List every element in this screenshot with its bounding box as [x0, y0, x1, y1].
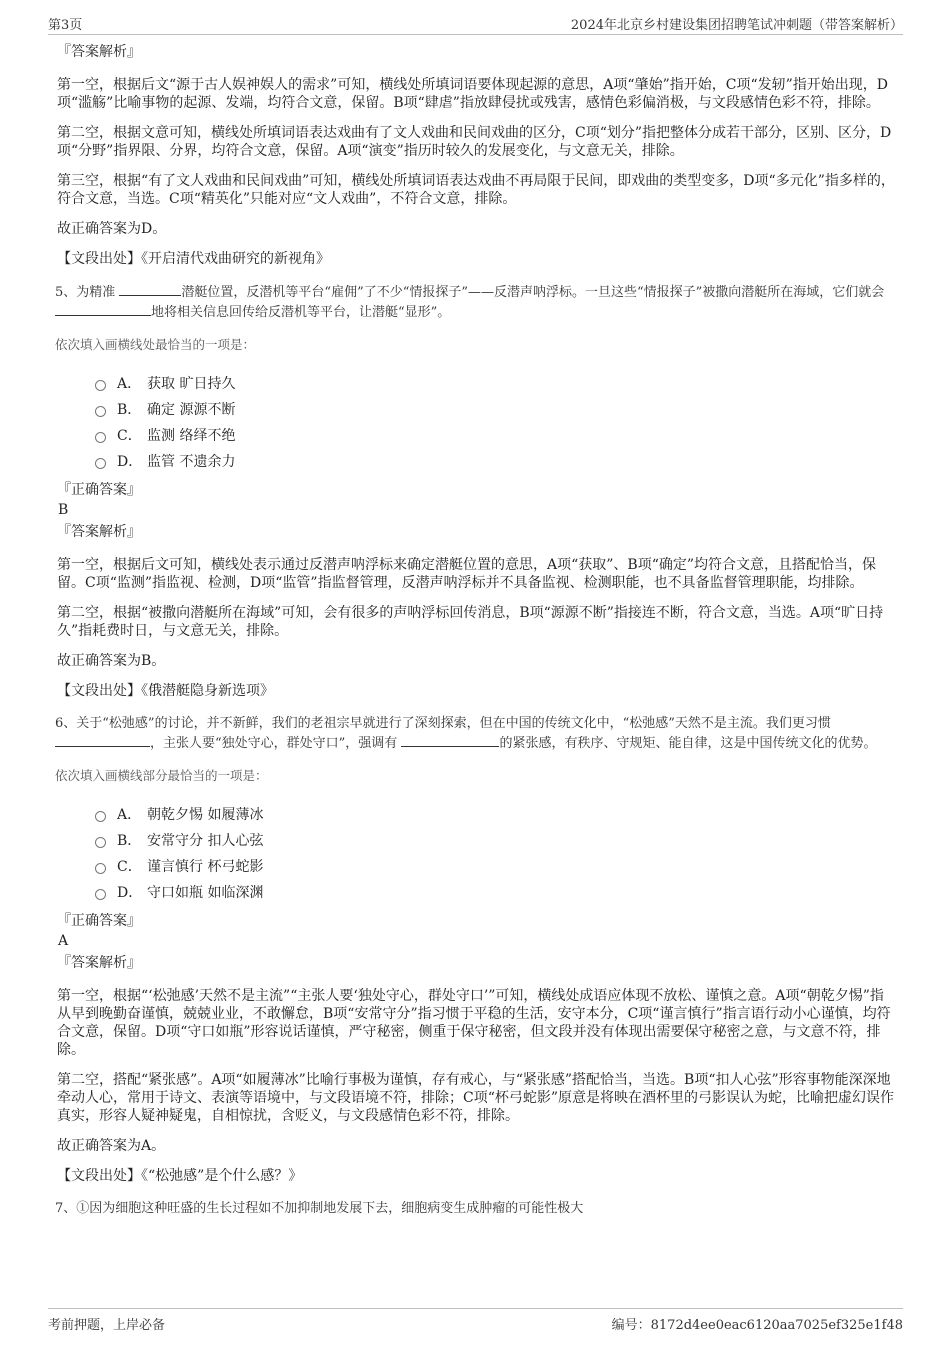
q6-analysis-p2: 第二空，搭配“紧张感”。A项“如履薄冰”比喻行事极为谨慎，存有戒心，与“紧张感”搭配恰当，当选。B项“扣人心弦”形容事物能深深地牵动人心，常用于诗文、表演等语境中，与文段语境不符，排除；C项“杯弓蛇影”原意是将映在酒杯里的弓影误认为蛇，比喻把虚幻误作真实，形容人疑神疑鬼，自相惊扰，含贬义，与文段感情色彩不符，排除。: [57, 1072, 895, 1124]
option-text: 确定 源源不断: [147, 402, 236, 418]
q5-stem-part-a: 5、为精准: [55, 285, 116, 300]
option-text: 监管 不遗余力: [147, 454, 236, 470]
q5-options: [95, 370, 897, 474]
q6-answer: A: [58, 933, 69, 949]
q4-analysis-p1: 第一空，根据后文“源于古人娱神娱人的需求”可知，横线处所填词语要体现起源的意思，A项“肇始”指开始，C项“发轫”指开始出现，D项“滥觞”比喻事物的起源、发端，均符合文意，保留。B项“肆虐”指放肆侵扰或残害，感情色彩偏消极，与文段感情色彩不符，排除。: [57, 77, 888, 111]
q6-options: [95, 801, 897, 905]
document-id: 编号：8172d4ee0eac6120aa7025ef325e1f48: [611, 1318, 903, 1333]
q6-analysis-label: 『答案解析』: [57, 955, 141, 971]
q5-analysis-p2: 第二空，根据“被撒向潜艇所在海域”可知，会有很多的声呐浮标回传消息，B项“源源不断”指接连不断，符合文意，当选。A项“旷日持久”指耗费时日，与文意无关，排除。: [57, 605, 884, 639]
option-text: 监测 络绎不绝: [147, 428, 236, 444]
option-text: 守口如瓶 如临深渊: [147, 885, 264, 901]
q7-stem: 7、①因为细胞这种旺盛的生长过程如不加抑制地发展下去，细胞病变生成肿瘤的可能性极大: [55, 1201, 584, 1216]
option-text: 谨言慎行 杯弓蛇影: [147, 859, 264, 875]
page-header: [48, 12, 903, 35]
q6-blank-2: [401, 733, 499, 747]
page-content: [57, 42, 897, 1218]
q5-blank-1: [119, 282, 181, 296]
q5-stem-part-b: 潜艇位置，反潜机等平台“雇佣”了不少“情报探子”——反潜声呐浮标。一旦这些“情报探子”被撒向潜艇所在海域，它们就会: [181, 285, 885, 300]
q5-analysis-p1: 第一空，根据后文可知，横线处表示通过反潜声呐浮标来确定潜艇位置的意思，A项“获取”、B项“确定”均符合文意，且搭配恰当，保留。C项“监测”指监视、检测，D项“监管”指监督管理，反潜声呐浮标并不具备监视、检测职能，也不具备监督管理职能，均排除。: [57, 557, 877, 591]
radio-icon[interactable]: [95, 458, 106, 469]
radio-icon[interactable]: [95, 837, 106, 848]
q4-analysis-p2: 第二空，根据文意可知，横线处所填词语表达戏曲有了文人戏曲和民间戏曲的区分，C项“划分”指把整体分成若干部分，区别、区分，D项“分野”指界限、分界，均符合文意，保留。A项“演变”指历时较久的发展变化，与文意无关，排除。: [57, 125, 892, 159]
q5-conclusion: 故正确答案为B。: [57, 653, 166, 669]
q4-analysis-p3: 第三空，根据“有了文人戏曲和民间戏曲”可知，横线处所填词语表达戏曲不再局限于民间，即戏曲的类型变多，D项“多元化”指多样的，符合文意，当选。C项“精英化”只能对应“文人戏曲”，不符合文意，排除。: [57, 173, 895, 207]
q6-option-d[interactable]: [95, 879, 897, 905]
option-text: 安常守分 扣人心弦: [147, 833, 264, 849]
option-text: 朝乾夕惕 如履薄冰: [147, 807, 264, 823]
option-letter: A．: [117, 807, 142, 823]
page-number: 第3页: [48, 18, 83, 33]
option-letter: B．: [117, 402, 142, 418]
radio-icon[interactable]: [95, 432, 106, 443]
q5-source: 【文段出处】《俄潜艇隐身新选项》: [57, 683, 274, 699]
q5-blank-2: [55, 302, 151, 316]
q6-blank-1: [55, 733, 150, 747]
page-footer: [48, 1308, 903, 1333]
q6-source: 【文段出处】《“松弛感”是个什么感？》: [57, 1168, 303, 1184]
q6-option-a[interactable]: [95, 801, 897, 827]
q5-stem: [55, 282, 897, 322]
q6-stem-part-b: ，主张人要“独处守心，群处守口”，强调有: [150, 736, 398, 751]
radio-icon[interactable]: [95, 889, 106, 900]
q4-analysis-label: 『答案解析』: [57, 44, 141, 60]
radio-icon[interactable]: [95, 406, 106, 417]
q6-option-b[interactable]: [95, 827, 897, 853]
q6-stem-part-a: 6、关于“松弛感”的讨论，并不新鲜，我们的老祖宗早就进行了深刻探索，但在中国的传统文化中，“松弛感”天然不是主流。我们更习惯: [55, 716, 831, 731]
q5-option-b[interactable]: [95, 396, 897, 422]
q5-correct-label: 『正确答案』: [57, 482, 141, 498]
q5-analysis-label: 『答案解析』: [57, 524, 141, 540]
option-letter: C．: [117, 859, 142, 875]
q5-stem-part-c: 地将相关信息回传给反潜机等平台，让潜艇“显形”。: [151, 305, 451, 320]
option-letter: D．: [117, 454, 143, 470]
footer-slogan: 考前押题，上岸必备: [48, 1318, 166, 1333]
option-letter: B．: [117, 833, 142, 849]
q6-stem: [55, 714, 897, 753]
option-letter: C．: [117, 428, 142, 444]
option-text: 获取 旷日持久: [147, 376, 236, 392]
q6-stem-part-c: 的紧张感，有秩序、守规矩、能自律，这是中国传统文化的优势。: [499, 736, 877, 751]
option-letter: A．: [117, 376, 142, 392]
q6-option-c[interactable]: [95, 853, 897, 879]
q4-conclusion: 故正确答案为D。: [57, 221, 167, 237]
q5-option-a[interactable]: [95, 370, 897, 396]
option-letter: D．: [117, 885, 143, 901]
q6-correct-label: 『正确答案』: [57, 913, 141, 929]
q5-prompt: 依次填入画横线处最恰当的一项是：: [55, 337, 256, 352]
radio-icon[interactable]: [95, 863, 106, 874]
q6-analysis-p1: 第一空，根据“‘松弛感’天然不是主流”“主张人要‘独处守心，群处守口’”可知，横线处成语应体现不放松、谨慎之意。A项“朝乾夕惕”指从早到晚勤奋谨慎，兢兢业业，不敢懈怠，B项“安常守分”指习惯于平稳的生活，安守本分，C项“谨言慎行”指言语行动小心谨慎，均符合文意，保留。D项“守口如瓶”形容说话谨慎，严守秘密，侧重于保守秘密，但文段并没有体现出需要保守秘密之意，与文意不符，排除。: [57, 988, 891, 1058]
q5-answer: B: [58, 502, 69, 518]
radio-icon[interactable]: [95, 380, 106, 391]
q5-option-c[interactable]: [95, 422, 897, 448]
radio-icon[interactable]: [95, 811, 106, 822]
q6-conclusion: 故正确答案为A。: [57, 1138, 166, 1154]
document-title: 2024年北京乡村建设集团招聘笔试冲刺题（带答案解析）: [570, 18, 903, 33]
q5-option-d[interactable]: [95, 448, 897, 474]
q6-prompt: 依次填入画横线部分最恰当的一项是：: [55, 768, 268, 783]
q4-source: 【文段出处】《开启清代戏曲研究的新视角》: [57, 251, 330, 267]
